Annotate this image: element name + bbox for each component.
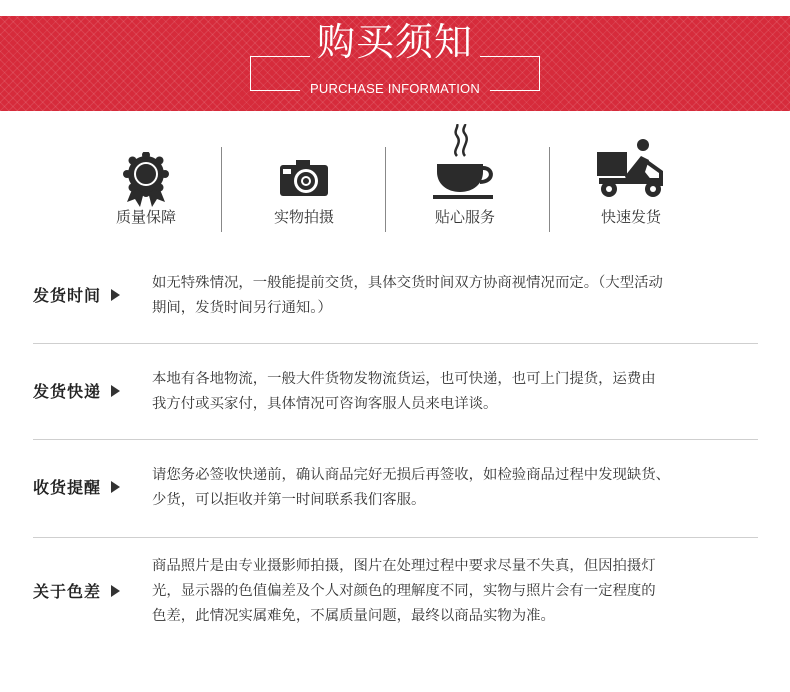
feature-label: 实物拍摄 bbox=[273, 208, 334, 226]
arrow-right-icon bbox=[111, 289, 120, 301]
divider bbox=[549, 147, 550, 232]
section-shipping-time bbox=[33, 271, 758, 331]
divider bbox=[221, 147, 222, 232]
section-heading: 收货提醒 bbox=[33, 476, 151, 500]
section-receipt-reminder bbox=[33, 463, 758, 523]
divider bbox=[385, 147, 386, 232]
banner-title: 购买须知 bbox=[316, 20, 473, 64]
delivery-scooter-icon bbox=[561, 138, 701, 218]
feature-quality bbox=[76, 120, 216, 230]
section-body: 如无特殊情况，一般能提前交货，具体交货时间双方协商视情况而定。（大型活动 期间，发货时间另行通知。） bbox=[152, 275, 663, 316]
feature-photo bbox=[234, 120, 374, 230]
divider bbox=[33, 537, 758, 538]
feature-delivery bbox=[561, 120, 701, 230]
arrow-right-icon bbox=[111, 385, 120, 397]
section-color-difference bbox=[33, 554, 758, 634]
section-body: 请您务必签收快递前，确认商品完好无损后再签收，如检验商品过程中发现缺货、 少货，可以拒收并第一时间联系我们客服。 bbox=[152, 467, 671, 508]
coffee-cup-icon bbox=[395, 124, 535, 204]
divider bbox=[33, 343, 758, 344]
feature-label: 质量保障 bbox=[115, 208, 176, 226]
section-body: 本地有各地物流，一般大件货物发物流货运，也可快递，也可上门提货，运费由 我方付或买家付，具体情况可咨询客服人员来电详谈。 bbox=[152, 371, 656, 412]
section-body: 商品照片是由专业摄影师拍摄，图片在处理过程中要求尽量不失真，但因拍摄灯 光，显示器的色值偏差及个人对颜色的理解度不同，实物与照片会有一定程度的 色差，此情况实属难免，不属质量问题，最终以商品实物为准。 bbox=[152, 558, 656, 624]
arrow-right-icon bbox=[111, 481, 120, 493]
camera-icon bbox=[234, 160, 374, 240]
feature-service bbox=[395, 120, 535, 230]
section-heading: 关于色差 bbox=[33, 580, 151, 604]
section-heading: 发货时间 bbox=[33, 284, 151, 308]
arrow-right-icon bbox=[111, 585, 120, 597]
section-heading: 发货快递 bbox=[33, 380, 151, 404]
divider bbox=[33, 439, 758, 440]
banner-subtitle: PURCHASE INFORMATION bbox=[310, 81, 480, 96]
section-courier bbox=[33, 367, 758, 427]
feature-label: 快速发货 bbox=[600, 208, 661, 226]
feature-label: 贴心服务 bbox=[434, 208, 495, 226]
